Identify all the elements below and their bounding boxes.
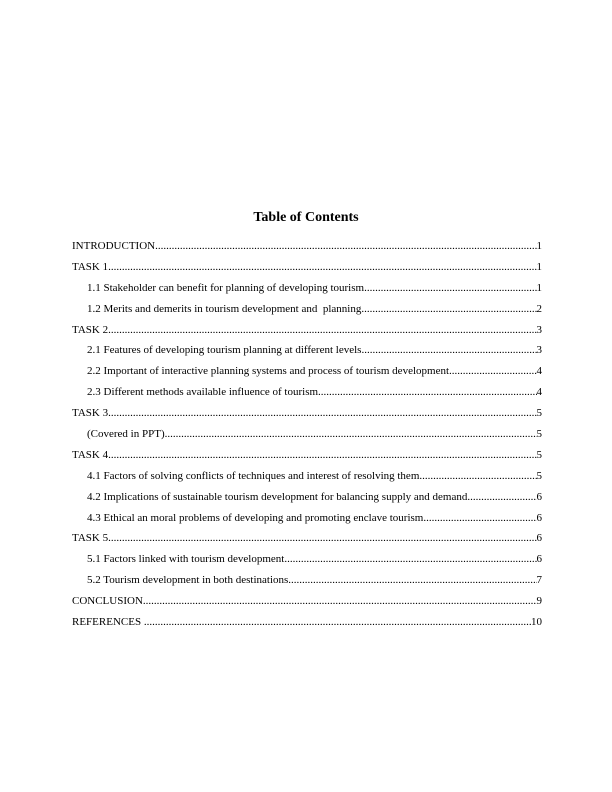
toc-entry-5-1[interactable] [72, 551, 542, 572]
dot-leader [364, 280, 536, 296]
toc-entry-page: 5 [536, 448, 542, 461]
toc-entry-covered-in-ppt[interactable] [72, 426, 542, 447]
toc-entry-label: 4.3 Ethical an moral problems of developing and promoting enclave tourism [87, 511, 424, 524]
toc-entry-2-3[interactable] [72, 384, 542, 405]
dot-leader [108, 259, 536, 275]
dot-leader [144, 614, 531, 630]
toc-entry-page: 6 [536, 490, 542, 503]
toc-entry-page: 1 [536, 260, 542, 273]
toc-entry-label: 4.2 Implications of sustainable tourism development for balancing supply and demand [87, 490, 468, 503]
toc-entry-4-3[interactable] [72, 510, 542, 531]
toc-entry-label: 4.1 Factors of solving conflicts of techniques and interest of resolving them [87, 469, 420, 482]
toc-entry-4-1[interactable] [72, 468, 542, 489]
toc-entry-task-4[interactable] [72, 447, 542, 468]
toc-entry-page: 5 [536, 407, 542, 420]
toc-entry-1-1[interactable] [72, 280, 542, 301]
dot-leader [143, 593, 537, 609]
toc-entry-label: TASK 5 [72, 532, 109, 545]
toc-entry-label: TASK 4 [72, 448, 109, 461]
table-of-contents [72, 238, 542, 635]
toc-entry-page: 6 [536, 553, 542, 566]
dot-leader [318, 384, 536, 400]
dot-leader [155, 238, 536, 254]
toc-entry-page: 6 [536, 532, 542, 545]
toc-entry-label: 5.1 Factors linked with tourism development [87, 553, 285, 566]
toc-entry-label: TASK 3 [72, 407, 109, 420]
dot-leader [467, 489, 536, 505]
toc-entry-1-2[interactable] [72, 301, 542, 322]
dot-leader [108, 530, 536, 546]
dot-leader [108, 322, 536, 338]
toc-entry-label: 1.1 Stakeholder can benefit for planning of developing tourism [87, 281, 365, 294]
dot-leader [108, 447, 536, 463]
toc-entry-page: 4 [536, 365, 542, 378]
toc-title: Table of Contents [253, 210, 359, 225]
toc-entry-page: 6 [536, 511, 542, 524]
toc-entry-2-2[interactable] [72, 363, 542, 384]
toc-entry-2-1[interactable] [72, 342, 542, 363]
toc-entry-page: 1 [536, 240, 542, 252]
toc-entry-page: 4 [536, 386, 542, 399]
toc-entry-4-2[interactable] [72, 489, 542, 510]
toc-entry-page: 7 [536, 574, 542, 587]
toc-entry-label: INTRODUCTION [72, 240, 156, 252]
toc-entry-label: 1.2 Merits and demerits in tourism development and planning [87, 302, 362, 315]
toc-entry-label: 2.1 Features of developing tourism planning at different levels [87, 344, 362, 357]
toc-entry-task-5[interactable] [72, 530, 542, 551]
toc-entry-page: 10 [531, 616, 542, 629]
dot-leader [361, 342, 536, 358]
toc-entry-page: 3 [536, 323, 542, 336]
toc-entry-references[interactable] [72, 614, 542, 635]
toc-entry-page: 1 [536, 281, 542, 294]
toc-entry-page: 5 [536, 428, 542, 441]
toc-entry-task-3[interactable] [72, 405, 542, 426]
toc-entry-label: (Covered in PPT) [87, 428, 165, 441]
dot-leader [423, 510, 536, 526]
dot-leader [288, 572, 536, 588]
toc-entry-label: CONCLUSION [72, 595, 143, 608]
toc-entry-introduction[interactable] [72, 238, 542, 259]
toc-entry-task-2[interactable] [72, 322, 542, 343]
dot-leader [284, 551, 536, 567]
toc-entry-label: 2.3 Different methods available influence of tourism [87, 386, 319, 399]
toc-entry-page: 3 [536, 344, 542, 357]
toc-entry-label: TASK 1 [72, 260, 109, 273]
dot-leader [108, 405, 536, 421]
dot-leader [165, 426, 537, 442]
toc-entry-label: 2.2 Important of interactive planning systems and process of tourism development [87, 365, 450, 378]
toc-entry-page: 5 [536, 469, 542, 482]
toc-entry-page: 2 [536, 302, 542, 315]
toc-entry-conclusion[interactable] [72, 593, 542, 614]
toc-entry-label: TASK 2 [72, 323, 109, 336]
dot-leader [449, 363, 536, 379]
toc-entry-5-2[interactable] [72, 572, 542, 593]
toc-entry-task-1[interactable] [72, 259, 542, 280]
toc-entry-label: 5.2 Tourism development in both destinations [87, 574, 289, 587]
dot-leader [419, 468, 536, 484]
toc-entry-label: REFERENCES [72, 616, 144, 629]
dot-leader [361, 301, 536, 317]
toc-entry-page: 9 [536, 595, 542, 608]
